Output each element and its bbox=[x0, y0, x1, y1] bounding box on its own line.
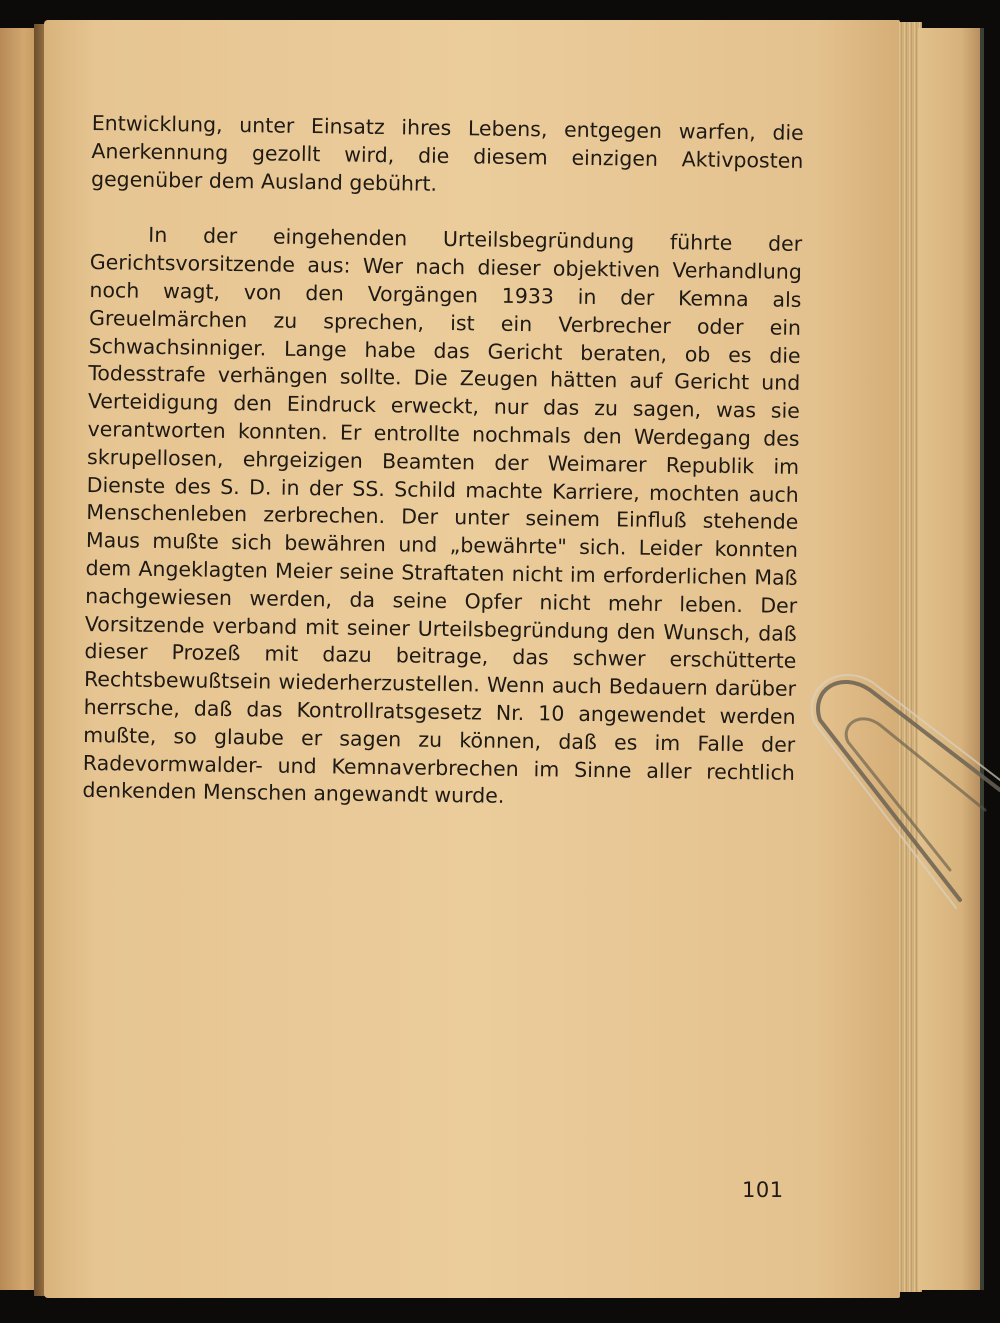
page-number: 101 bbox=[742, 1178, 784, 1202]
paper-clip-icon bbox=[810, 670, 1000, 930]
body-text bbox=[82, 110, 804, 815]
paragraph-continued: Entwicklung, unter Einsatz ihres Lebens, entgegen warfen, die Anerkennung gezollt wird, die diesem einzigen Aktivposten gegenüber dem Ausland gebührt. bbox=[90, 110, 804, 196]
back-cover-edge bbox=[918, 28, 984, 1290]
paragraph-verdict: In der eingehenden Urteilsbegründung führte der Gerichtsvorsitzende aus: Wer nach dieser objektiven Verhandlung noch wagt, von den Vorgängen 1933 in der Kemna als Greuelmärchen zu sprechen, ist ein Verbrecher oder ein Schwachsinniger. Lange habe das Gericht beraten, ob es die Todesstrafe verhängen sollte. Die Zeugen hätten auf Gericht und Verteidigung den Eindruck erweckt, nur das zu sagen, was sie verantworten konnten. Er entrollte nochmals den Werdegang des skrupellosen, ehrgeizigen Beamten der Weimarer Republik im Dienste des S. D. in der SS. Schild machte Karriere, mochten auch Menschenleben zerbrechen. Der unter seinem Einfluß stehende Maus mußte sich bewähren und „bewährte" sich. Leider konnten dem Angeklagten Meier seine Straftaten nicht im erforderlichen Maß nachgewiesen werden, da seine Opfer nicht mehr leben. Der Vorsitzende verband mit seiner Urteilsbegründung den Wunsch, daß dieser Prozeß mit dazu beitrage, das schwer erschütterte Rechtsbewußtsein wiederherzustellen. Wenn auch Bedauern darüber herrsche, daß das Kontrollratsgesetz Nr. 10 angewendet werden mußte, so glaube er sagen zu können, daß es im Falle der Radevormwalder- und Kemnaverbrechen im Sinne aller rechtlich denkenden Menschen angewandt wurde. bbox=[82, 223, 803, 809]
